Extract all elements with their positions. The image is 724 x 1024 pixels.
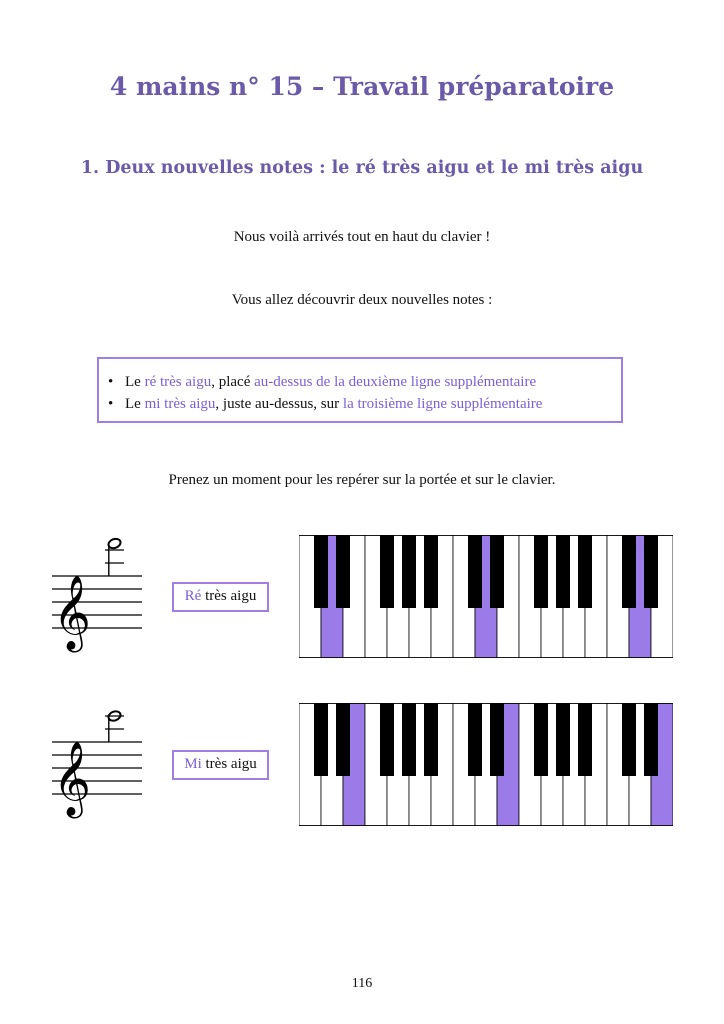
label-mi-tres-aigu: Mi très aigu	[172, 750, 269, 780]
piano-keyboard-e	[299, 703, 673, 826]
black-key	[336, 703, 350, 776]
black-key	[424, 703, 438, 776]
black-key	[534, 535, 548, 608]
black-key	[424, 535, 438, 608]
black-key	[490, 535, 504, 608]
black-key	[468, 535, 482, 608]
note-name: mi très aigu	[144, 396, 216, 412]
staff-d-high	[50, 548, 150, 648]
list-item: • Le mi très aigu, juste au-dessus, sur la troisième ligne supplémentaire	[108, 396, 543, 412]
black-key	[314, 703, 328, 776]
black-key	[534, 703, 548, 776]
black-key	[468, 703, 482, 776]
section-heading: 1. Deux nouvelles notes : le ré très aigu et le mi très aigu	[80, 158, 644, 178]
list-item: • Le ré très aigu, placé au-dessus de la deuxième ligne supplémentaire	[108, 374, 537, 390]
notes-list	[108, 371, 542, 415]
black-key	[380, 703, 394, 776]
black-key	[402, 535, 416, 608]
page-title: 4 mains n° 15 – Travail préparatoire	[109, 72, 615, 101]
note-name: ré très aigu	[144, 374, 212, 390]
black-key	[644, 703, 658, 776]
treble-clef-icon: 𝄞	[53, 742, 91, 816]
piano-keyboard-d	[299, 535, 673, 658]
instruction-text: Prenez un moment pour les repérer sur la portée et sur le clavier.	[168, 472, 556, 488]
black-key	[622, 535, 636, 608]
black-key	[556, 703, 570, 776]
black-key	[380, 535, 394, 608]
black-key	[578, 703, 592, 776]
notes-box	[97, 357, 623, 423]
note-position: la troisième ligne supplémentaire	[342, 396, 543, 412]
black-key	[644, 535, 658, 608]
black-key	[314, 535, 328, 608]
treble-clef-icon: 𝄞	[53, 576, 91, 650]
staff-e-high	[50, 718, 150, 818]
black-key	[402, 703, 416, 776]
black-key	[336, 535, 350, 608]
black-key	[578, 535, 592, 608]
note-position: au-dessus de la deuxième ligne supplémentaire	[254, 374, 537, 390]
black-key	[490, 703, 504, 776]
black-key	[556, 535, 570, 608]
page-number: 116	[351, 976, 373, 991]
black-key	[622, 703, 636, 776]
intro-text-2: Vous allez découvrir deux nouvelles notes :	[231, 292, 493, 308]
label-re-tres-aigu: Ré très aigu	[172, 582, 269, 612]
intro-text-1: Nous voilà arrivés tout en haut du clavier !	[233, 229, 491, 245]
